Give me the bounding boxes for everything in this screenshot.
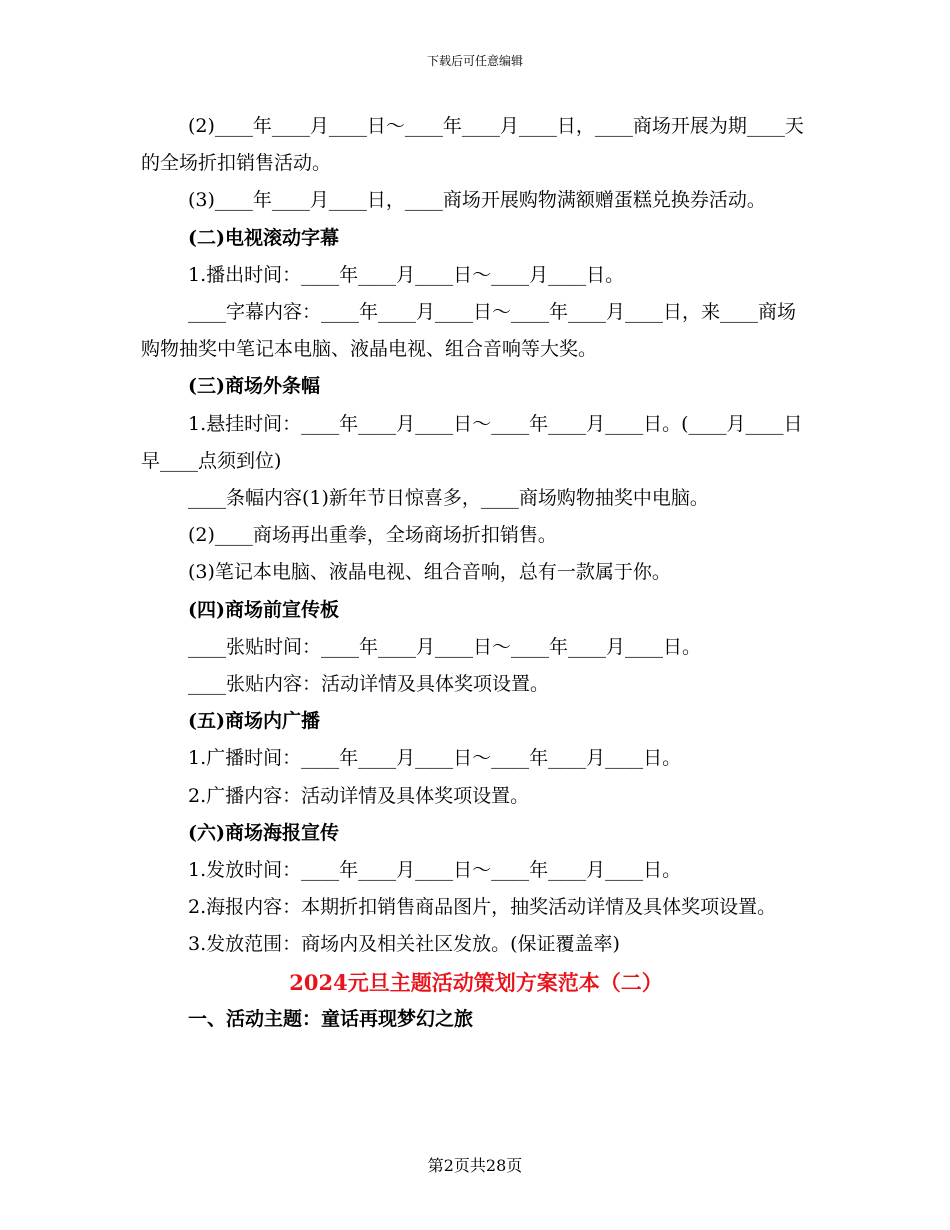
page-header: 下载后可任意编辑: [426, 54, 523, 68]
paragraph-radio-content: 2.广播内容：活动详情及具体奖项设置。: [188, 784, 530, 807]
document-body: [141, 108, 811, 1038]
paragraph-sale-period: (2)____年____月____日～____年____月____日，____商场开展为期____天的全场折扣销售活动。: [141, 115, 804, 175]
paragraph-hanging-time: 1.悬挂时间：____年____月____日～____年____月____日。(____月____日早____点须到位): [141, 412, 803, 472]
paragraph-distribution-scope: 3.发放范围：商场内及相关社区发放。(保证覆盖率): [188, 933, 620, 956]
paragraph-banner-content-1: ____条幅内容(1)新年节日惊喜多，____商场购物抽奖中电脑。: [188, 487, 709, 510]
heading-outdoor-banner: (三)商场外条幅: [188, 375, 320, 398]
heading-promo-board: (四)商场前宣传板: [188, 598, 339, 621]
paragraph-banner-content-2: (2)____商场再出重拳，全场商场折扣销售。: [188, 524, 557, 547]
paragraph-subtitle-content: ____字幕内容：____年____月____日～____年____月____日，来____商场购物抽奖中笔记本电脑、液晶电视、组合音响等大奖。: [141, 301, 797, 361]
paragraph-radio-time: 1.广播时间：____年____月____日～____年____月____日。: [188, 747, 682, 770]
heading-tv-subtitles: (二)电视滚动字幕: [188, 226, 339, 249]
paragraph-banner-content-3: (3)笔记本电脑、液晶电视、组合音响，总有一款属于你。: [188, 561, 671, 584]
heading-activity-theme: 一、活动主题：童话再现梦幻之旅: [188, 1007, 474, 1030]
paragraph-posting-content: ____张贴内容：活动详情及具体奖项设置。: [188, 673, 550, 696]
heading-in-store-broadcast: (五)商场内广播: [188, 710, 320, 733]
paragraph-distribution-time: 1.发放时间：____年____月____日～____年____月____日。: [188, 859, 682, 882]
paragraph-poster-content: 2.海报内容：本期折扣销售商品图片，抽奖活动详情及具体奖项设置。: [188, 896, 777, 919]
page-footer: 第2页共28页: [427, 1156, 523, 1175]
paragraph-broadcast-time: 1.播出时间：____年____月____日～____月____日。: [188, 263, 625, 286]
paragraph-posting-time: ____张贴时间：____年____月____日～____年____月____日。: [188, 635, 702, 658]
section-title: 2024元旦主题活动策划方案范本（二）: [289, 969, 663, 995]
paragraph-cake-voucher: (3)____年____月____日，____商场开展购物满额赠蛋糕兑换券活动。: [188, 189, 766, 212]
heading-poster-promo: (六)商场海报宣传: [188, 821, 339, 844]
